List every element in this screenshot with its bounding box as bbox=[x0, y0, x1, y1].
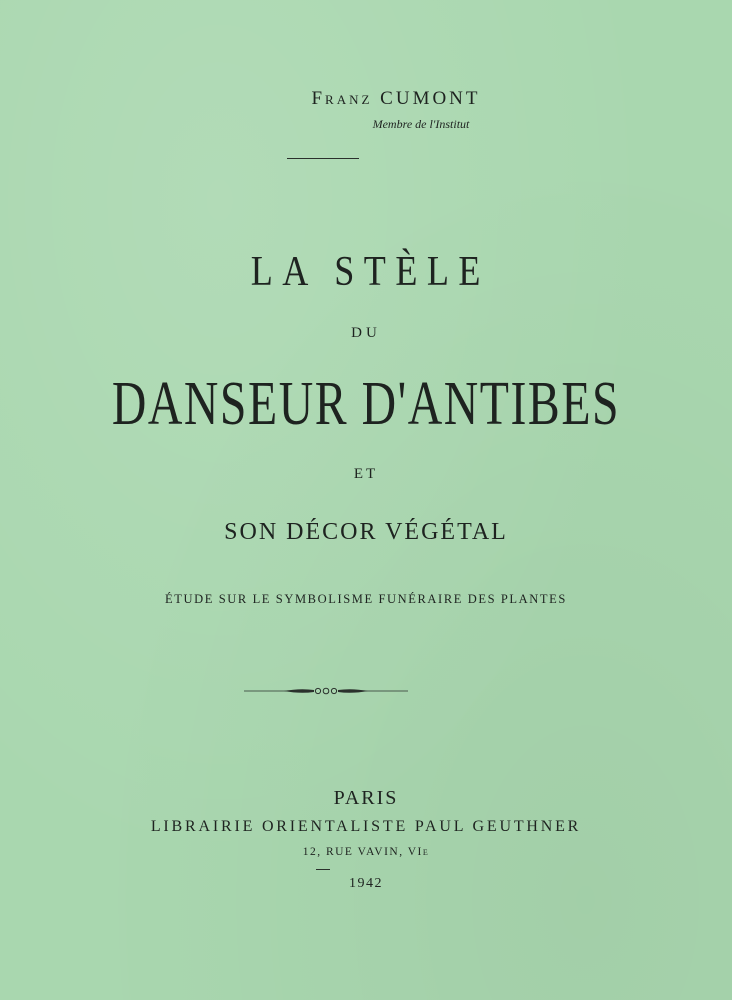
author-affiliation: Membre de l'Institut bbox=[372, 117, 470, 131]
imprint-address: 12, RUE VAVIN, VIe bbox=[302, 846, 430, 858]
title-line-1: LA STÈLE bbox=[250, 249, 490, 295]
author-name: Franz CUMONT bbox=[311, 88, 481, 109]
imprint-publisher: LIBRAIRIE ORIENTALISTE PAUL GEUTHNER bbox=[150, 818, 582, 835]
divider-rule bbox=[287, 158, 359, 159]
imprint-year: 1942 bbox=[349, 876, 383, 891]
printer-fleuron-divider-icon bbox=[244, 682, 408, 700]
small-rule bbox=[316, 869, 330, 870]
title-line-5: SON DÉCOR VÉGÉTAL bbox=[224, 519, 508, 545]
subtitle: ÉTUDE SUR LE SYMBOLISME FUNÉRAIRE DES PLANTES bbox=[165, 592, 567, 606]
title-line-4: ET bbox=[353, 466, 379, 482]
title-line-2: DU bbox=[351, 325, 381, 341]
imprint-city: PARIS bbox=[333, 787, 399, 809]
title-line-3: DANSEUR D'ANTIBES bbox=[111, 370, 621, 438]
